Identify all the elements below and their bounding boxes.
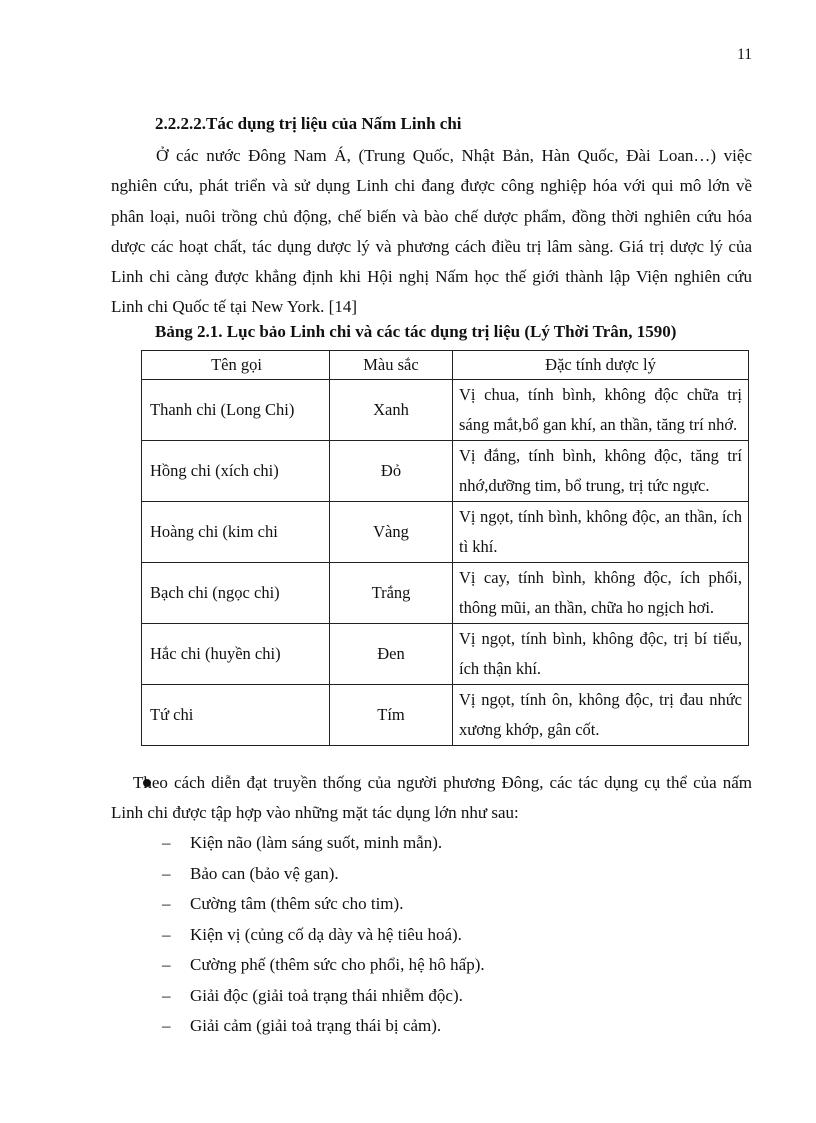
cell-properties: Vị ngọt, tính bình, không độc, an thần, ích tì khí. [453,502,749,563]
cell-color: Đen [330,624,453,685]
cell-name: Hắc chi (huyền chi) [142,624,330,685]
cell-color: Xanh [330,380,453,441]
cell-properties: Vị ngọt, tính bình, không độc, trị bí tiểu, ích thận khí. [453,624,749,685]
cell-color: Tím [330,685,453,746]
header-color: Màu sắc [330,351,453,380]
cell-properties: Vị đắng, tính bình, không độc, tăng trí nhớ,dưỡng tim, bổ trung, trị tức ngực. [453,441,749,502]
dash-icon: – [162,955,171,974]
list-item [162,981,485,1012]
cell-properties: Vị chua, tính bình, không độc chữa trị sáng mắt,bổ gan khí, an thần, tăng trí nhớ. [453,380,749,441]
list-item-text: Giải cảm (giải toả trạng thái bị cảm). [190,1016,442,1035]
list-item-text: Cường phế (thêm sức cho phổi, hệ hô hấp). [190,955,485,974]
table-row [142,502,749,563]
dash-icon: – [162,985,171,1005]
table-row [142,563,749,624]
list-item [162,920,485,951]
dash-icon: – [162,833,171,852]
table-caption: Bảng 2.1. Lục bảo Linh chi và các tác dụng trị liệu (Lý Thời Trân, 1590) [155,322,677,341]
table-row [142,441,749,502]
lingzhi-table [141,350,749,746]
cell-color: Vàng [330,502,453,563]
cell-name: Hồng chi (xích chi) [142,441,330,502]
cell-name: Bạch chi (ngọc chi) [142,563,330,624]
intro-paragraph: Ở các nước Đông Nam Á, (Trung Quốc, Nhật Bản, Hàn Quốc, Đài Loan…) việc nghiên cứu, phát triển và sử dụng Linh chi đang được công nghiệp hóa với qui mô lớn về phân loại, nuôi trồng chủ động, chế biến và bào chế dược phẩm, đồng thời nghiên cứu hóa dược các hoạt chất, tác dụng dược lý và phương cách điều trị lâm sàng. Giá trị dược lý của Linh chi càng được khẳng định khi Hội nghị Nấm học thế giới thành lập Viện nghiên cứu Linh chi Quốc tế tại New York. [14] [111,146,752,317]
list-item-text: Kiện vị (củng cố dạ dày và hệ tiêu hoá). [190,924,462,944]
table-header-row [142,351,749,380]
section-heading: 2.2.2.2.Tác dụng trị liệu của Nấm Linh chi [155,114,462,133]
bullet-paragraph: Theo cách diễn đạt truyền thống của người phương Đông, các tác dụng cụ thể của nấm Linh chi được tập hợp vào những mặt tác dụng lớn như sau: [111,773,752,822]
header-name: Tên gọi [142,351,330,380]
cell-properties: Vị ngọt, tính ôn, không độc, trị đau nhức xương khớp, gân cốt. [453,685,749,746]
list-item-text: Cường tâm (thêm sức cho tim). [190,894,404,913]
cell-name: Thanh chi (Long Chi) [142,380,330,441]
list-item-text: Bảo can (bảo vệ gan). [190,863,339,883]
list-item-text: Giải độc (giải toả trạng thái nhiễm độc). [190,985,463,1005]
table-row [142,624,749,685]
table-row [142,685,749,746]
cell-color: Đỏ [330,441,453,502]
list-item [162,950,485,981]
dash-icon: – [162,894,171,913]
cell-name: Hoàng chi (kim chi [142,502,330,563]
cell-properties: Vị cay, tính bình, không độc, ích phổi, thông mũi, an thần, chữa ho ngịch hơi. [453,563,749,624]
dash-icon: – [162,924,171,944]
list-item [162,889,485,920]
dash-icon: – [162,863,171,883]
page-number: 11 [737,46,752,63]
list-item [162,1011,485,1042]
list-item [162,859,485,890]
list-item-text: Kiện não (làm sáng suốt, minh mẫn). [190,833,443,852]
header-properties: Đặc tính dược lý [453,351,749,380]
cell-name: Tứ chi [142,685,330,746]
effects-list [162,828,485,1042]
table-row [142,380,749,441]
cell-color: Trắng [330,563,453,624]
list-item [162,828,485,859]
dash-icon: – [162,1016,171,1035]
